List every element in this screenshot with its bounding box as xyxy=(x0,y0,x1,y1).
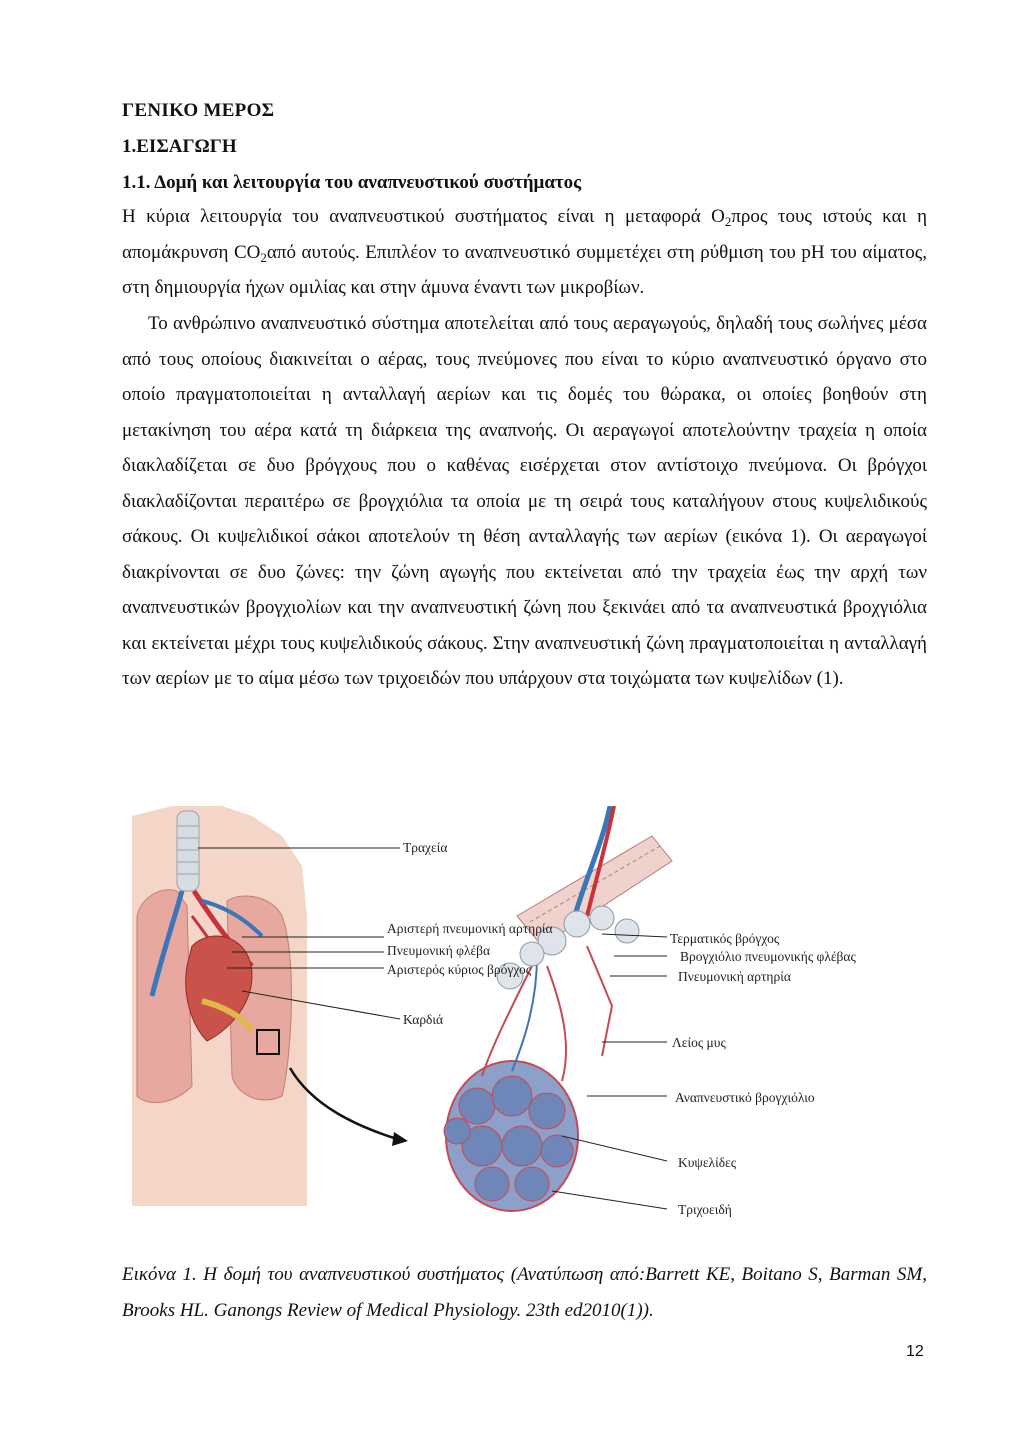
torso-illustration xyxy=(132,806,307,1206)
paragraph-intro-part2: προς τους ιστούς και η απομάκρυνση CO xyxy=(122,206,928,263)
paragraph-intro xyxy=(122,199,927,306)
section-heading: ΓΕΝΙΚΟ ΜΕΡΟΣ xyxy=(122,100,275,121)
paragraph-intro-part3: από αυτούς. Επιπλέον το αναπνευστικό συμμετέχει στη ρύθμιση του pH του αίματος, στη δημιουργία ήχων ομιλίας και στην άμυνα έναντι των μικροβίων. xyxy=(122,241,927,298)
co2-subscript: 2 xyxy=(260,249,267,265)
label-respiratory-bronchiole: Αναπνευστικό βρογχιόλιο xyxy=(675,1090,815,1105)
label-bronchiole-pulmonary-vein: Βρογχιόλιο πνευμονικής φλέβας xyxy=(680,949,856,964)
label-heart: Καρδιά xyxy=(403,1012,444,1027)
label-trachea: Τραχεία xyxy=(403,840,448,855)
label-left-pulmonary-artery: Αριστερή πνευμονική αρτηρία xyxy=(387,921,553,936)
subsection-heading: 1.1. Δομή και λειτουργία του αναπνευστικού συστήματος xyxy=(122,172,582,193)
chapter-heading: 1.ΕΙΣΑΓΩΓΗ xyxy=(122,136,237,157)
label-left-main-bronchus: Αριστερός κύριος βρόγχος xyxy=(387,962,532,977)
paragraph-intro-part1: Η κύρια λειτουργία του αναπνευστικού συστήματος είναι η μεταφορά O xyxy=(122,206,725,227)
label-smooth-muscle: Λείος μυς xyxy=(672,1035,726,1050)
label-capillaries: Τριχοειδή xyxy=(678,1202,732,1217)
label-pulmonary-vein: Πνευμονική φλέβα xyxy=(387,943,491,958)
label-pulmonary-artery: Πνευμονική αρτηρία xyxy=(678,969,791,984)
respiratory-figure xyxy=(132,806,892,1228)
alveoli-cluster xyxy=(444,806,672,1211)
figure-caption: Εικόνα 1. Η δομή του αναπνευστικού συστήματος (Ανατύπωση από:Barrett KE, Boitano S, Barman SM, Brooks HL. Ganongs Review of Medical Physiology. 23th ed2010(1)). xyxy=(122,1264,927,1321)
o2-subscript: 2 xyxy=(724,214,732,229)
respiratory-diagram xyxy=(132,806,892,1228)
paragraph-structure-text: Το ανθρώπινο αναπνευστικό σύστημα αποτελείται από τους αεραγωγούς, δηλαδή τους σωλήνες μέσα από τους οποίους διακινείται ο αέρας, τους πνεύμονες που είναι το κύριο αναπνευστικό όργανο στο οποίο πραγματοποιείται η ανταλλαγή αερίων και τις δομές του θώρακα, οι οποίες βοηθούν στη μετακίνηση του αέρα κατά τη διάρκεια της αναπνοής. Οι αεραγωγοί αποτελούντην τραχεία η οποία διακλαδίζεται σε δυο βρόγχους που ο καθένας εισέρχεται στον αντίστοιχο πνεύμονα. Οι βρόγχοι διακλαδίζονται περαιτέρω σε βρογχιόλια τα οποία με τη σειρά τους καταλήγουν στους κυψελιδικούς σάκους. Οι κυψελιδικοί σάκοι αποτελούν τη θέση ανταλλαγής των αερίων (εικόνα 1). Οι αεραγωγοί διακρίνονται σε δυο ζώνες: την ζώνη αγωγής που εκτείνεται από την τραχεία έως την αρχή των αναπνευστικών βρογχιολίων και την αναπνευστική ζώνη που ξεκινάει από τα αναπνευστικά βροχγιόλια και εκτείνεται μέχρι τους κυψελιδικούς σάκους. Στην αναπνευστική ζώνη πραγματοποιείται η ανταλλαγή των αερίων με το αίμα μέσω των τριχοειδών που υπάρχουν στα τοιχώματα των κυψελίδων (1). xyxy=(122,313,927,689)
label-terminal-bronchus: Τερματικός βρόγχος xyxy=(670,931,780,946)
page-number: 12 xyxy=(906,1343,924,1360)
paragraph-structure xyxy=(122,306,927,697)
label-alveoli: Κυψελίδες xyxy=(678,1155,737,1170)
